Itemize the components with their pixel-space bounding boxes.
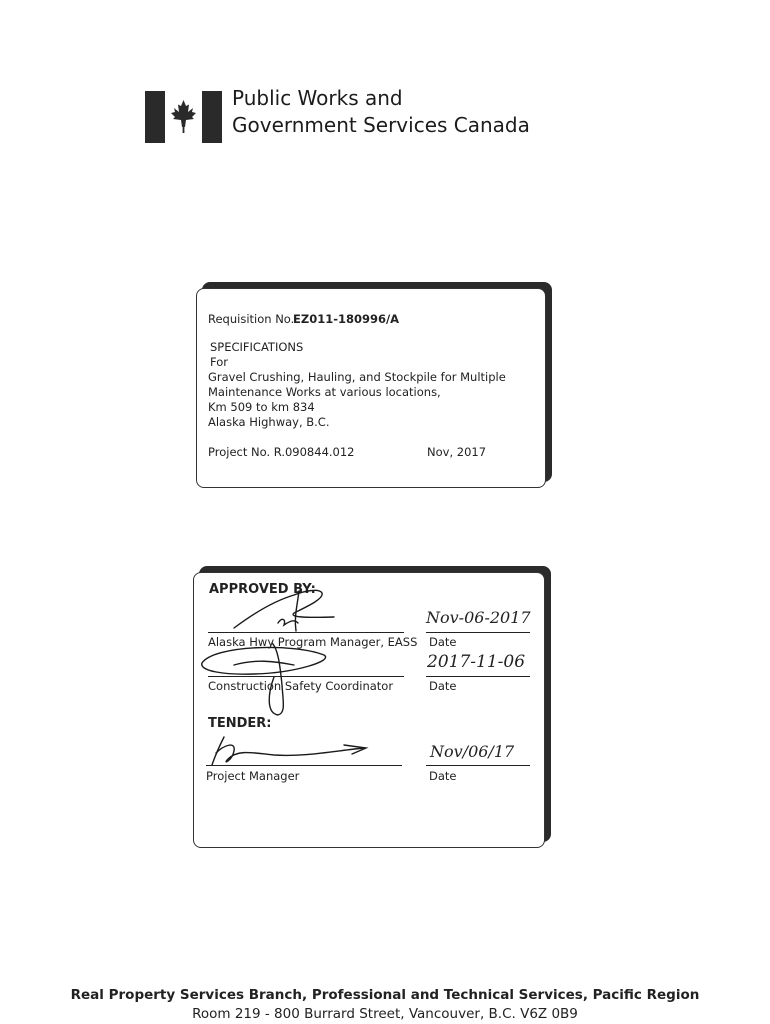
description-line-2: Maintenance Works at various locations,	[208, 385, 441, 399]
description-line-3: Km 509 to km 834	[208, 400, 315, 414]
date-label-1: Date	[429, 635, 457, 649]
department-line-1: Public Works and	[232, 86, 403, 110]
handwritten-date-2: 2017-11-06	[427, 652, 526, 672]
canada-flag-logo	[145, 91, 222, 143]
specifications-heading: SPECIFICATIONS	[210, 340, 304, 354]
approved-by-heading: APPROVED BY:	[209, 582, 316, 597]
handwritten-date-1: Nov-06-2017	[426, 608, 531, 627]
role-safety-coordinator: Construction Safety Coordinator	[208, 679, 394, 693]
date-label-2: Date	[429, 679, 457, 693]
description-line-1: Gravel Crushing, Hauling, and Stockpile for Multiple	[208, 370, 506, 384]
for-label: For	[210, 355, 228, 369]
tender-heading: TENDER:	[208, 716, 272, 731]
requisition-number: EZ011-180996/A	[293, 312, 400, 326]
approval-box	[193, 572, 545, 848]
department-line-2: Government Services Canada	[232, 113, 530, 137]
description-line-4: Alaska Highway, B.C.	[208, 415, 330, 429]
date-label-3: Date	[429, 769, 457, 783]
role-project-manager: Project Manager	[206, 769, 300, 783]
maple-leaf-icon	[145, 91, 222, 143]
role-program-manager: Alaska Hwy Program Manager, EASS	[208, 635, 418, 649]
requisition-label: Requisition No.	[208, 312, 295, 326]
project-number: Project No. R.090844.012	[208, 445, 355, 459]
requisition-date: Nov, 2017	[427, 445, 487, 459]
footer-branch: Real Property Services Branch, Professional and Technical Services, Pacific Region	[70, 987, 700, 1003]
department-name	[232, 85, 530, 139]
requisition-box	[196, 288, 546, 488]
handwritten-date-3: Nov/06/17	[430, 742, 515, 761]
handwritten-signatures	[194, 573, 544, 847]
footer-address: Room 219 - 800 Burrard Street, Vancouver, B.C. V6Z 0B9	[192, 1006, 578, 1022]
